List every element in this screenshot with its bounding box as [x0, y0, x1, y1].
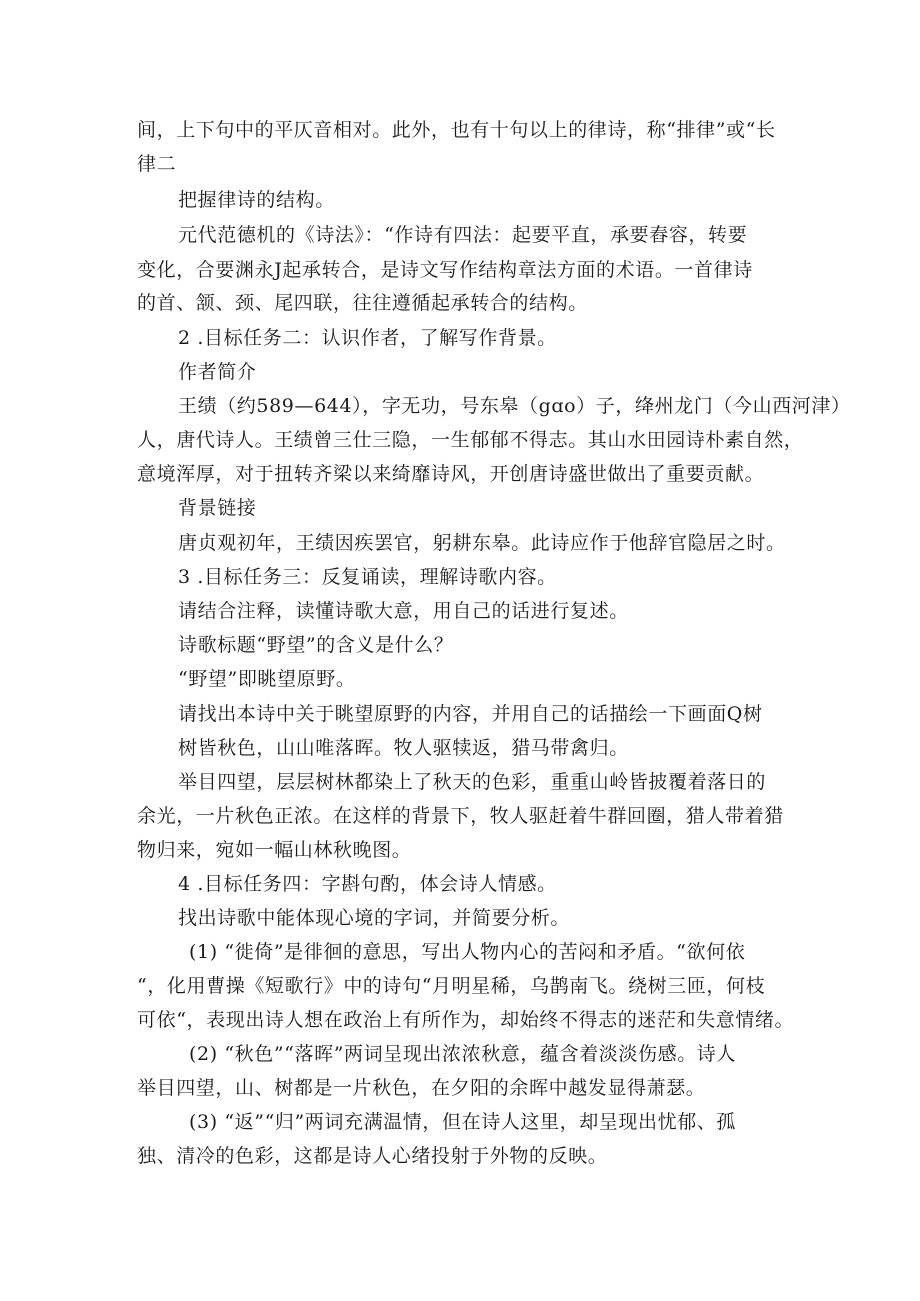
- text-line: 可依“，表现出诗人想在政治上有所作为，却始终不得志的迷茫和失意情绪。: [137, 1009, 795, 1031]
- text-line: 的首、颔、颈、尾四联，往往遵循起承转合的结构。: [137, 292, 588, 314]
- text-line: 余光，一片秋色正浓。在这样的背景下，牧人驱赶着牛群回圈，猎人带着猎: [137, 805, 784, 827]
- text-line: 人，唐代诗人。王绩曾三仕三隐，一生郁郁不得志。其山水田园诗朴素自然，: [137, 429, 804, 451]
- section-heading: 2 .目标任务二：认识作者，了解写作背景。: [178, 327, 557, 349]
- text-line: 意境浑厚，对于扭转齐梁以来绮靡诗风，开创唐诗盛世做出了重要贡献。: [137, 463, 765, 485]
- text-line: (1) “徙倚”是徘徊的意思，写出人物内心的苦闷和矛盾。“欲何依: [189, 941, 746, 963]
- text-line: “野望”即眺望原野。: [178, 668, 356, 690]
- section-heading: 3 .目标任务三：反复诵读，理解诗歌内容。: [178, 566, 557, 588]
- text-line: 请结合注释，读懂诗歌大意，用自己的话进行复述。: [178, 600, 629, 622]
- text-line: “，化用曹操《短歌行》中的诗句“月明星稀，乌鹊南飞。绕树三匝，何枝: [137, 975, 766, 997]
- text-line: 举目四望，山、树都是一片秋色，在夕阳的余晖中越发显得萧瑟。: [137, 1077, 706, 1099]
- text-line: 物归来，宛如一幅山林秋晚图。: [137, 839, 412, 861]
- text-line: (3) “返”“归”两词充满温情，但在诗人这里，却呈现出忧郁、孤: [189, 1111, 737, 1133]
- text-line: (2) “秋色”“落晖”两词呈现出浓浓秋意，蕴含着淡淡伤感。诗人: [189, 1043, 737, 1065]
- text-line: 树皆秋色，山山唯落晖。牧人驱犊返，猎马带禽归。: [178, 737, 629, 759]
- subheading: 背景链接: [178, 497, 257, 519]
- text-line: 请找出本诗中关于眺望原野的内容，并用自己的话描绘一下画面Q树: [178, 703, 763, 725]
- text-line: 变化，合要渊永J起承转合，是诗文写作结构章法方面的术语。一首律诗: [137, 259, 753, 281]
- text-line: 律二: [137, 153, 177, 175]
- text-line: 唐贞观初年，王绩因疾罢官，躬耕东皋。此诗应作于他辞官隐居之时。: [178, 532, 786, 554]
- text-line: 王绩（约589—644），字无功，号东皋（gɑo）子，绛州龙门（今山西河津）: [178, 395, 851, 417]
- text-line: 独、清冷的色彩，这都是诗人心绪投射于外物的反映。: [137, 1145, 608, 1167]
- section-heading: 4 .目标任务四：字斟句酌，体会诗人情感。: [178, 873, 557, 895]
- subheading: 作者简介: [178, 361, 257, 383]
- text-line: 举目四望，层层树林都染上了秋天的色彩，重重山岭皆披覆着落日的: [178, 771, 767, 793]
- text-line: 元代范德机的《诗法》：“作诗有四法：起要平直，承要舂容，转要: [178, 224, 748, 246]
- text-line: 间，上下句中的平仄音相对。此外，也有十句以上的律诗，称“排律”或“长: [137, 119, 776, 141]
- text-line: 诗歌标题“野望”的含义是什么？: [178, 634, 454, 656]
- text-line: 找出诗歌中能体现心境的字词，并简要分析。: [178, 907, 571, 929]
- text-line: 把握律诗的结构。: [178, 189, 335, 211]
